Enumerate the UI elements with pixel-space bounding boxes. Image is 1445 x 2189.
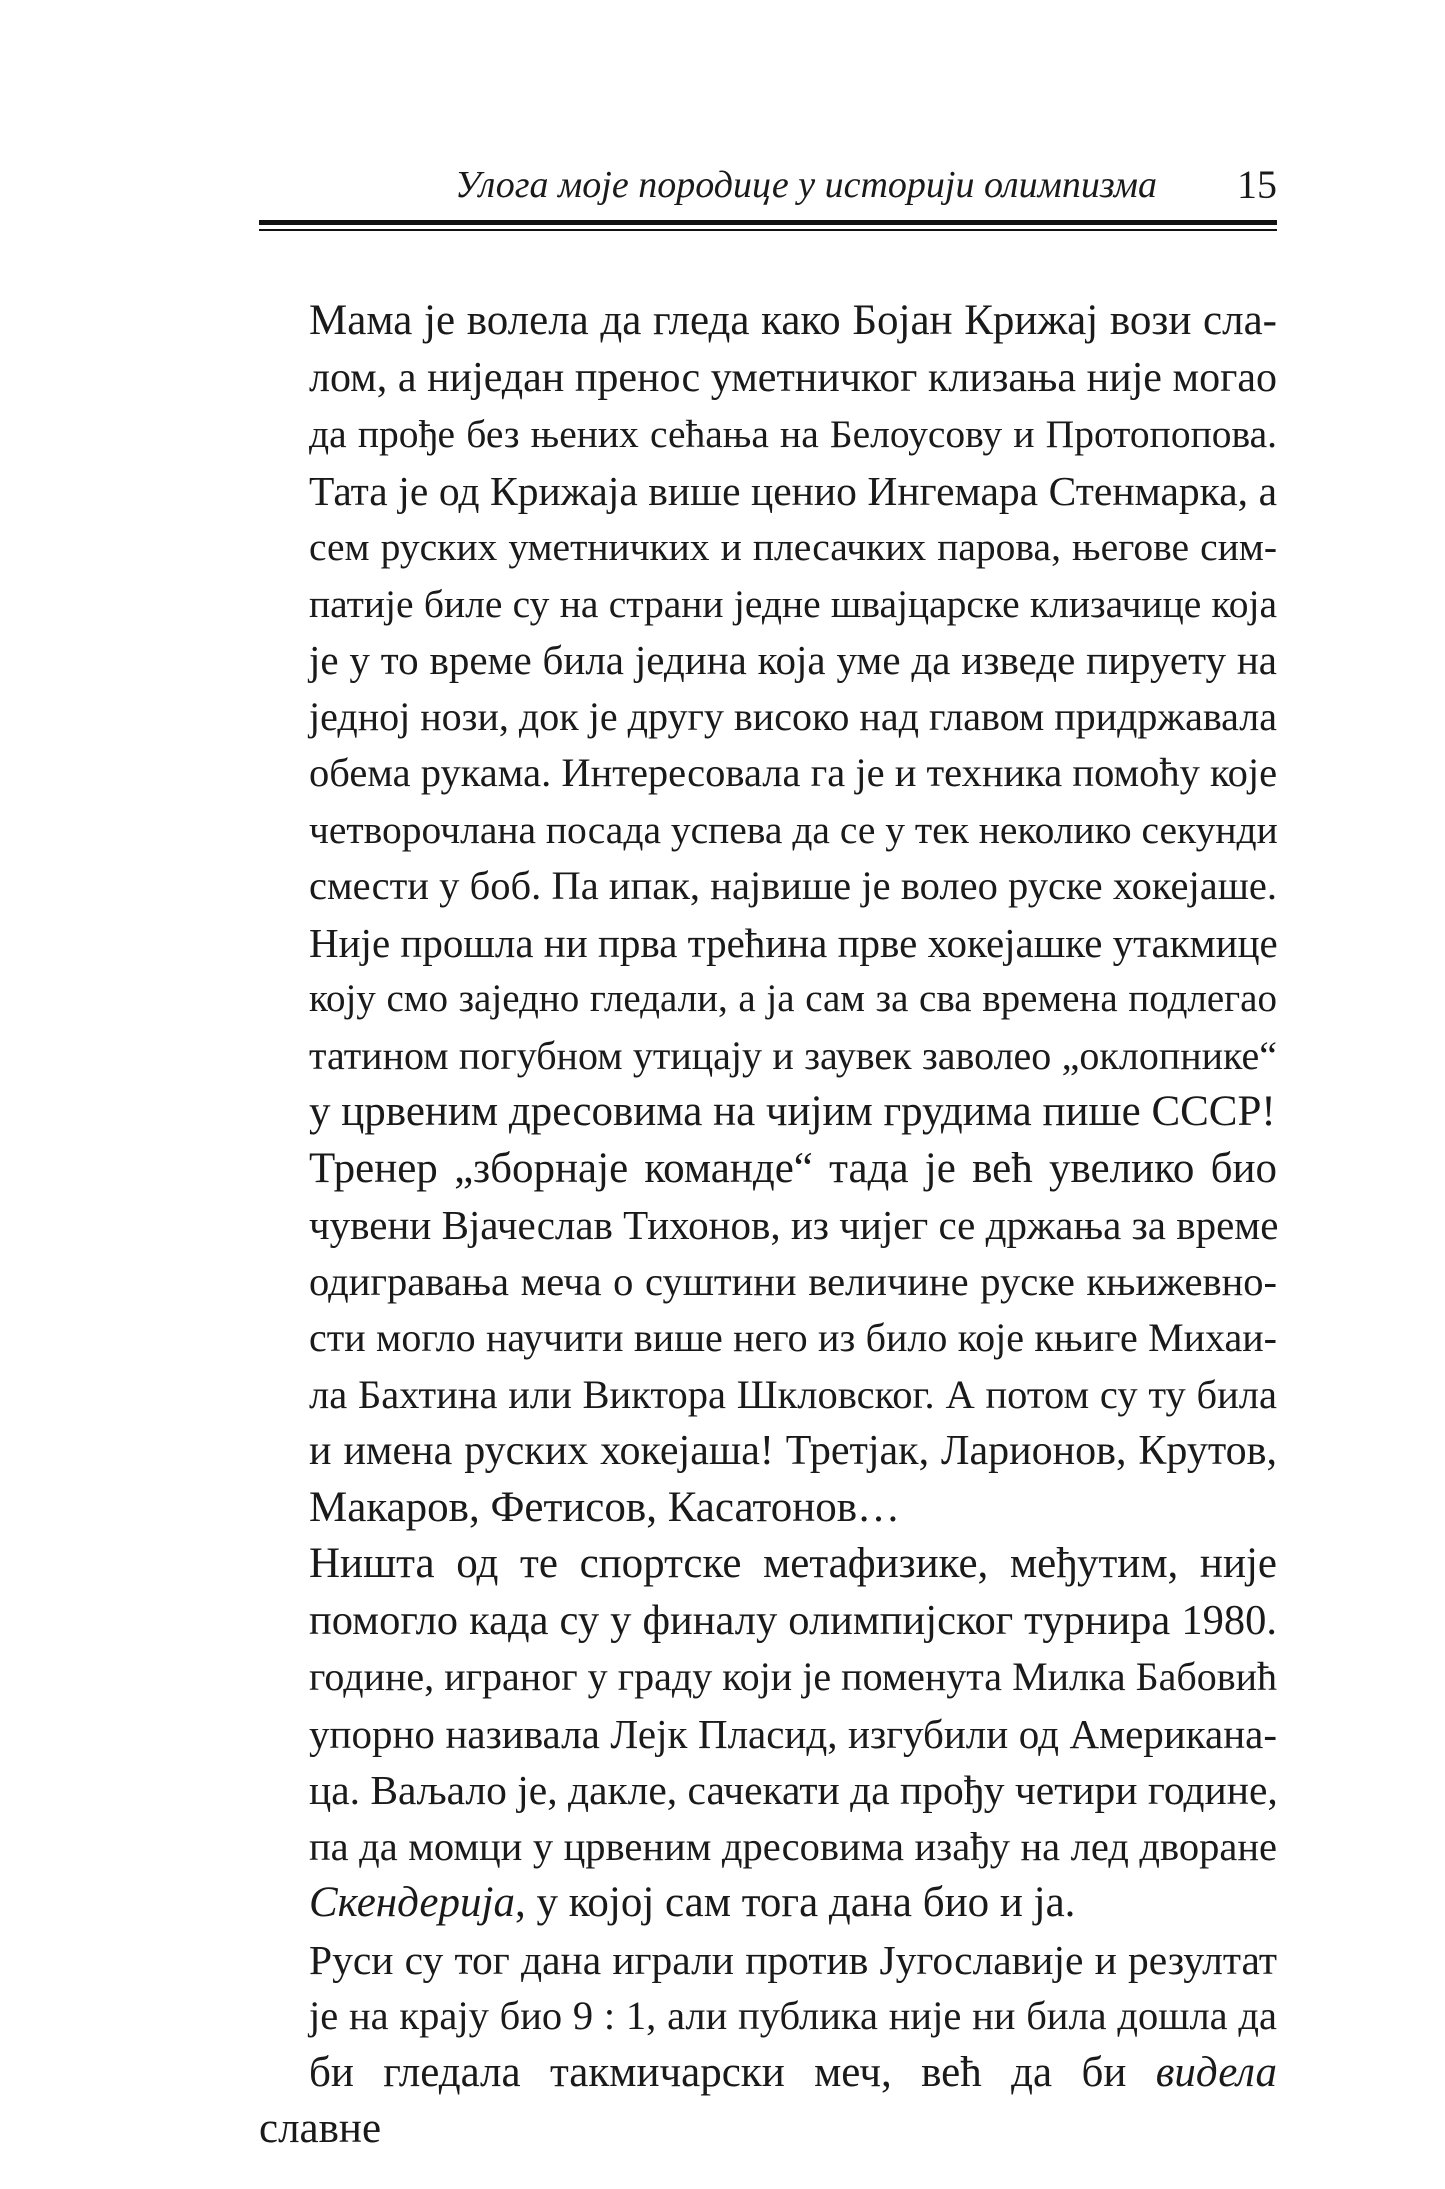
italic-venue: Скендерија [309, 1879, 515, 1926]
text-line: сем руских уметничких и плесачких парова, његове сим- [309, 525, 1277, 569]
header-rule-thin [259, 229, 1277, 231]
text-line: патије биле су на страни једне швајцарске клизачице која [309, 581, 1277, 626]
text-line: татином погубном утицају и заувек заволео „оклопнике“ [309, 1032, 1277, 1078]
text-line: Ништа од те спортске метафизике, међутим, није [309, 1540, 1277, 1587]
text-line: је на крају био 9 : 1, али публика није ни била дошла да [309, 1993, 1277, 2038]
running-header [259, 155, 1277, 215]
text-line: обема рукама. Интересовала га је и техника помоћу које [309, 750, 1278, 795]
text-line: да прође без њених сећања на Белоусову и Протопопова. [309, 412, 1277, 456]
text-line: четворочлана посада успева да се у тек неколико секунди [309, 807, 1278, 852]
body-text [259, 293, 1277, 2158]
text-line: Мама је волела да гледа како Бојан Крижај вози сла- [309, 297, 1277, 344]
paragraph-3 [259, 1536, 1277, 1932]
italic-word: видела [1155, 2048, 1277, 2096]
text-line: једној нози, док је другу високо над главом придржавала [309, 693, 1277, 739]
text-line: Тренер „зборнаје команде“ тада је већ увелико био [309, 1144, 1277, 1192]
text-line: лом, а ниједан пренос уметничког клизања није могао [309, 354, 1277, 401]
paragraph-1 [259, 293, 1277, 1141]
text-line: смести у боб. Па ипак, највише је волео руске хокејаше. [309, 863, 1277, 908]
header-rule-thick [259, 220, 1277, 225]
text-line: помогло када су у финалу олимпијског турнира 1980. [309, 1596, 1277, 1644]
paragraph-2 [259, 1141, 1277, 1537]
text-line: године, играног у граду који је поменута Милка Бабовић [309, 1654, 1277, 1699]
text-line [259, 1875, 1277, 1932]
text-line: па да момци у црвеним дресовима изађу на лед дворане [309, 1823, 1277, 1869]
text-line: Руси су тог дана играли против Југославије и резултат [309, 1936, 1277, 1983]
text-line: одигравања меча о суштини величине руске књижевно- [309, 1258, 1277, 1304]
text-line: Макаров, Фетисов, Касатонов… [309, 1483, 901, 1531]
text-span: , у којој сам тога дана био и ја. [514, 1879, 1076, 1926]
text-line: сти могло научити више него из било које књиге Михаи- [309, 1315, 1277, 1360]
text-line: Тата је од Крижаја више ценио Ингемара Стенмарка, а [309, 467, 1277, 514]
text-line: Није прошла ни прва трећина прве хокејашке утакмице [309, 919, 1278, 966]
text-line: и имена руских хокејаша! Третјак, Ларионов, Крутов, [309, 1428, 1277, 1474]
text-line: у црвеним дресовима на чијим грудима пише СССР! [309, 1088, 1276, 1135]
paragraph-4 [259, 1932, 1277, 2158]
running-title: Улога моје породице у историји олимпизма [455, 164, 1157, 206]
text-line: чувени Вјачеслав Тихонов, из чијег се држања за време [309, 1202, 1279, 1248]
text-line: је у то време била једина која уме да изведе пируету на [309, 637, 1277, 683]
text-line: ца. Ваљало је, дакле, сачекати да прођу четири године, [309, 1767, 1278, 1813]
text-line: упорно називала Лејк Пласид, изгубили од Американа- [309, 1710, 1277, 1757]
page-number: 15 [1237, 162, 1277, 207]
text-line: ла Бахтина или Виктора Шкловског. А потом су ту била [309, 1371, 1277, 1417]
text-line [259, 2045, 1277, 2158]
text-span: славне [259, 2105, 382, 2152]
text-line: коју смо заједно гледали, а ја сам за сва времена подлегао [309, 977, 1277, 1020]
text-span: би гледала такмичарски меч, већ да би [309, 2048, 1156, 2096]
